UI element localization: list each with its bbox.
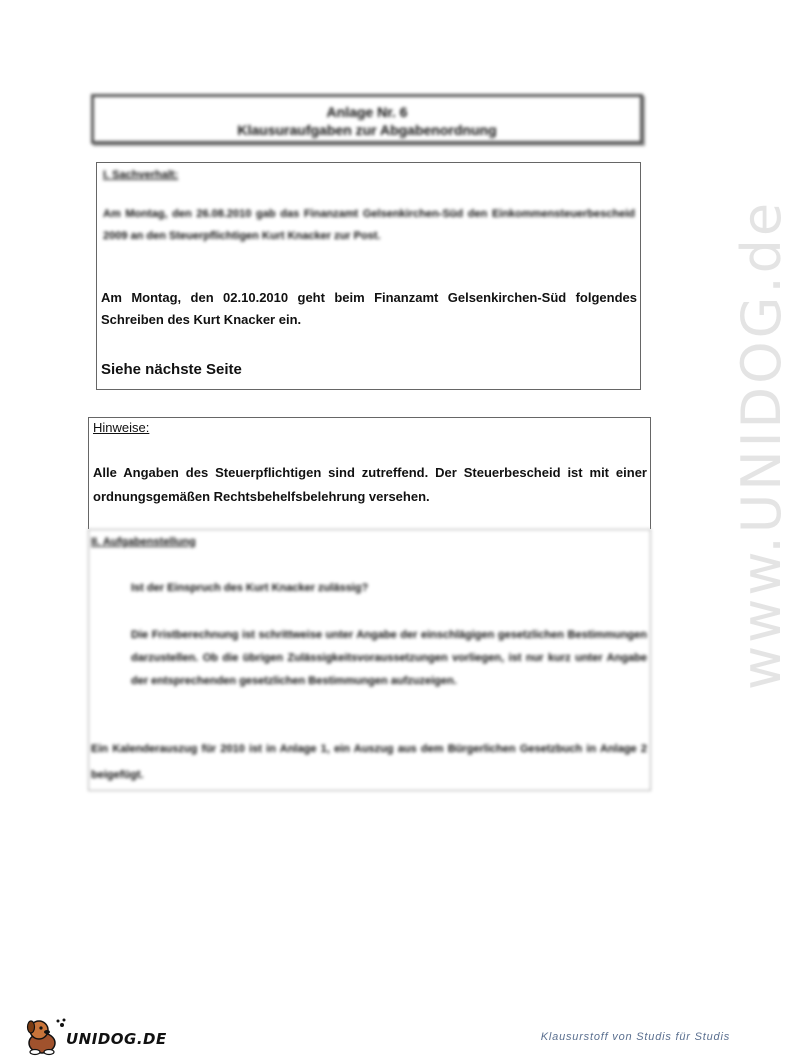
title-line-2: Klausuraufgaben zur Abgabenordnung: [237, 122, 497, 138]
aufgabe-paragraph-2: Ein Kalenderauszug für 2010 ist in Anlage 1, ein Auszug aus dem Bürgerlichen Gesetzbuch in Anlage 2 beigefügt.: [91, 743, 647, 781]
aufgabe-heading: II. Aufgabenstellung: [91, 536, 196, 548]
hinweise-text: Alle Angaben des Steuerpflichtigen sind zutreffend. Der Steuerbescheid ist mit einer ordnungsgemäßen Rechtsbehelfsbelehrung versehen.: [93, 465, 647, 504]
aufgabe-paragraph-1: Die Fristberechnung ist schrittweise unter Angabe der einschlägigen gesetzlichen Bestimmungen darzustellen. Ob die übrigen Zulässigkeitsvoraussetzungen vorliegen, ist nur kurz unter Angabe der entsprechenden gesetzlichen Bestimmungen aufzuzeigen.: [131, 629, 647, 687]
next-page-note: Siehe nächste Seite: [101, 361, 242, 378]
sachverhalt-heading: I. Sachverhalt:: [103, 169, 179, 181]
sachverhalt-blurred-area: [97, 163, 642, 263]
aufgabe-box: [88, 529, 651, 791]
dog-mascot-icon: [22, 1016, 66, 1056]
sachverhalt-text: Am Montag, den 02.10.2010 geht beim Finanzamt Gelsenkirchen-Süd folgendes Schreiben des Kurt Knacker ein.: [101, 290, 637, 327]
footer-tagline: Klausurstoff von Studis für Studis: [540, 1031, 730, 1043]
sachverhalt-box: [96, 162, 641, 390]
title-box: [91, 94, 643, 144]
aufgabe-question: Ist der Einspruch des Kurt Knacker zulässig?: [131, 582, 369, 594]
watermark: www.UNIDOG.de: [730, 199, 793, 690]
hinweise-box: [88, 417, 651, 529]
unidog-logo[interactable]: [22, 1016, 167, 1056]
sachverhalt-blurred-text: Am Montag, den 26.08.2010 gab das Finanzamt Gelsenkirchen-Süd den Einkommensteuerbescheid 2009 an den Steuerpflichtigen Kurt Knacker zur Post.: [103, 208, 635, 242]
hinweise-heading: Hinweise:: [93, 420, 150, 435]
title-line-1: Anlage Nr. 6: [326, 104, 408, 120]
logo-text: UNIDOG.DE: [66, 1030, 167, 1048]
